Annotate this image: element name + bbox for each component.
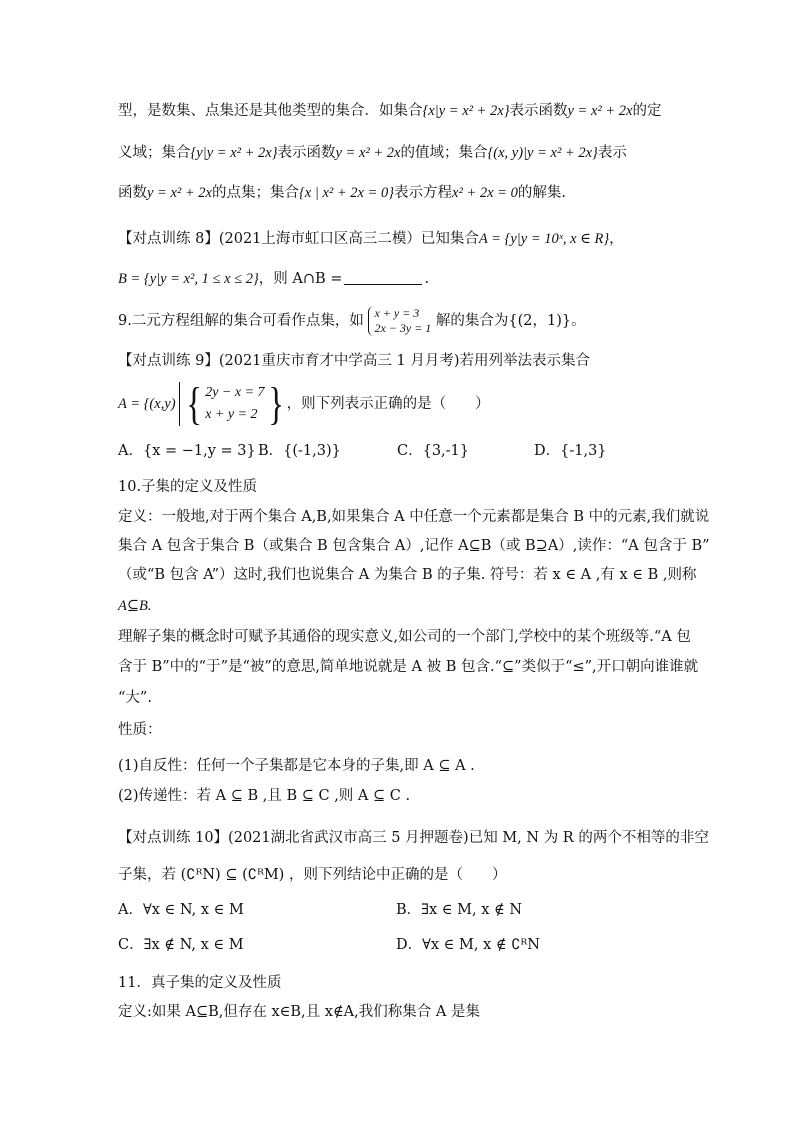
text: 型，是数集、点集还是其他类型的集合．如集合: [118, 103, 423, 119]
section-11-title: 11．真子集的定义及性质: [118, 975, 282, 991]
text: 表示函数: [277, 145, 336, 161]
equation: x² + 2x = 0: [452, 185, 518, 201]
section-11-def: 定义:如果 A⊆B,但存在 x∈B,且 x∉A,我们称集合 A 是集: [118, 1004, 480, 1020]
set-expression: {x | x² + 2x = 0}: [298, 185, 395, 201]
text: 解的集合为{(2，1)}。: [435, 313, 586, 329]
equation: y = x² + 2x: [567, 103, 633, 119]
question-text: ，则下列表示正确的是（ ）: [286, 396, 490, 412]
equation: 2y − x = 7: [205, 385, 265, 400]
text: 的点集；集合: [211, 185, 299, 201]
exercise-10-head: 【对点训练 10】(2021湖北省武汉市高三 5 月押题卷)已知 M, N 为 R 的两个不相等的非空: [118, 830, 709, 846]
property-transitive: (2)传递性：若 A ⊆ B ,且 B ⊆ C ,则 A ⊆ C .: [118, 788, 411, 804]
para-line-1: [118, 101, 661, 121]
question-text: ，则 A∩B =: [258, 271, 343, 287]
para-line-3: [118, 183, 566, 203]
option-d[interactable]: D．{-1,3}: [534, 443, 607, 459]
item-9: [118, 306, 586, 336]
option-c[interactable]: C．∃x ∉ N, x ∈ M: [118, 937, 244, 953]
equation-system: [205, 382, 264, 426]
text: 的解集.: [517, 185, 566, 201]
option-d[interactable]: D．∀x ∈ M, x ∉ ∁ᴿN: [396, 937, 540, 953]
option-b[interactable]: B．∃x ∈ M, x ∉ N: [396, 902, 523, 918]
set-expression: {(x, y)|y = x² + 2x}: [487, 145, 598, 161]
set-expression: A = {(x,y): [118, 396, 176, 412]
option-a[interactable]: A．{x = −1,y = 3}: [118, 443, 256, 459]
equation: y = x² + 2x: [335, 145, 401, 161]
option-b[interactable]: B．{(-1,3)}: [258, 443, 341, 459]
exercise-9-head: [118, 351, 590, 371]
equation: x + y = 3: [374, 306, 420, 320]
exercise-8-body: [118, 269, 429, 289]
property-reflexive: (1)自反性：任何一个子集都是它本身的子集,即 A ⊆ A .: [118, 758, 475, 774]
equation: y = x² + 2x: [147, 185, 212, 201]
section-10-understanding-1: 理解子集的概念时可赋予其通俗的现实意义,如公司的一个部门,学校中的某个班级等.“A 包: [118, 629, 691, 645]
text: ，: [609, 231, 624, 247]
divider-bar: [179, 382, 181, 426]
section-10-def-1: 定义：一般地,对于两个集合 A,B,如果集合 A 中任意一个元素都是集合 B 中的元素,我们就说: [118, 509, 710, 525]
section-10-def-4: A⊆B.: [118, 598, 152, 614]
equation: x + y = 2: [205, 407, 258, 422]
text: 表示方程: [394, 185, 453, 201]
set-expression: {x|y = x² + 2x}: [422, 103, 510, 119]
text: 的值域；集合: [400, 145, 488, 161]
text: 表示函数: [509, 103, 568, 119]
exercise-9-set: [118, 380, 490, 428]
equation-system: [368, 306, 431, 336]
section-10-understanding-3: “大”.: [118, 690, 152, 706]
equation: 2x − 3y = 1: [374, 321, 432, 335]
set-expression: {y|y = x² + 2x}: [190, 145, 278, 161]
text: .: [424, 271, 430, 287]
section-10-def-2: 集合 A 包含于集合 B（或集合 B 包含集合 A）,记作 A⊆B（或 B⊇A）,读作：“A 包含于 B”: [118, 538, 710, 554]
text: 表示: [597, 145, 627, 161]
para-line-2: [118, 143, 627, 163]
exercise-8-head: [118, 229, 624, 249]
section-10-def-3: （或“B 包含 A”）这时,我们也说集合 A 为集合 B 的子集. 符号：若 x ∈ A ,有 x ∈ B ,则称: [118, 567, 697, 583]
option-a[interactable]: A．∀x ∈ N, x ∈ M: [118, 902, 244, 918]
exercise-10-condition: 子集，若 (∁ᴿN) ⊆ (∁ᴿM) ，则下列结论中正确的是（ ）: [118, 867, 507, 883]
section-10-title: 10.子集的定义及性质: [118, 479, 258, 495]
section-10-properties-label: 性质：: [118, 722, 162, 738]
exercise-title: 【对点训练 9】(2021重庆市育才中学高三 1 月月考)若用列举法表示集合: [118, 353, 590, 369]
text: 的定: [632, 103, 662, 119]
text: 义域；集合: [118, 145, 191, 161]
text: 9.二元方程组解的集合可看作点集，如: [118, 313, 364, 329]
text: 函数: [118, 185, 147, 201]
exercise-title: 【对点训练 8】(2021上海市虹口区高三二模）已知集合: [118, 231, 479, 247]
set-expression: A = {y|y = 10ˣ, x ∈ R}: [478, 231, 610, 247]
brace: {: [186, 378, 202, 429]
set-expression: B = {y|y = x², 1 ≤ x ≤ 2}: [118, 271, 259, 287]
brace: }: [267, 378, 284, 429]
answer-blank: [344, 270, 422, 285]
section-10-understanding-2: 含于 B”中的“于”是“被”的意思,简单地说就是 A 被 B 包含.“⊆”类似于“≤”,开口朝向谁谁就: [118, 659, 699, 675]
option-c[interactable]: C．{3,-1}: [397, 443, 470, 459]
